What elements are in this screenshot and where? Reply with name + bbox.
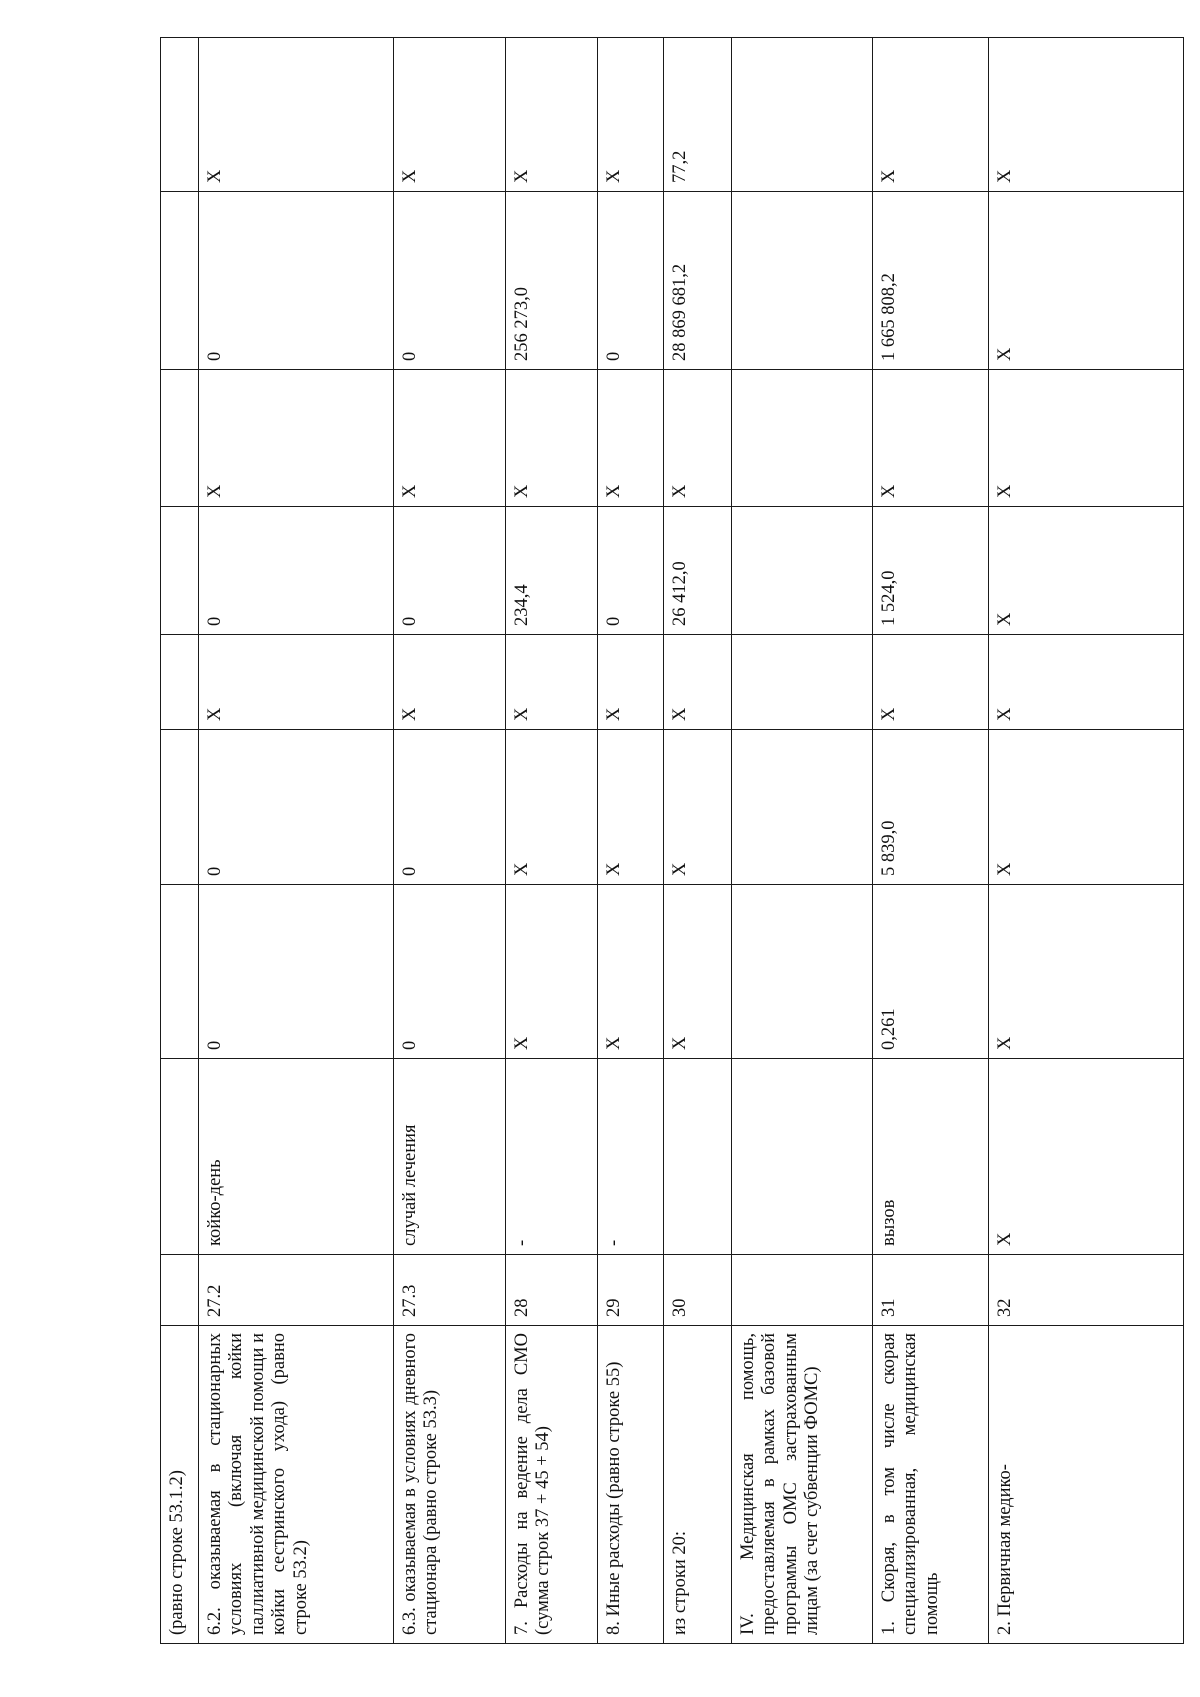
row-name-cell: из строки 20: [664,1326,732,1644]
volume-cell [161,885,199,1059]
row-name-cell: 1. Скорая, в том числе скорая специализированная, медицинская помощь [873,1326,989,1644]
total-cell: 256 273,0 [506,192,598,370]
total-cell: 28 869 681,2 [664,192,732,370]
total-cell: 1 665 808,2 [873,192,989,370]
table-row [161,38,199,1644]
x-cell-2: X [199,370,394,507]
share-cell: 77,2 [664,38,732,192]
total-cell: 0 [394,192,506,370]
table-row [989,38,1184,1644]
unit-cost-cell [732,730,873,885]
x-cell-2: X [506,370,598,507]
unit-cell: X [989,1059,1184,1255]
x-cell-2: X [394,370,506,507]
per-capita-cell: 26 412,0 [664,507,732,635]
row-number-cell: 31 [873,1255,989,1326]
total-cell: X [989,192,1184,370]
unit-cell: вызов [873,1059,989,1255]
volume-cell [732,885,873,1059]
unit-cost-cell: X [598,730,664,885]
row-name-cell: 2. Первичная медико- [989,1326,1184,1644]
volume-cell: X [989,885,1184,1059]
per-capita-cell: 0 [598,507,664,635]
unit-cost-cell: X [989,730,1184,885]
table-row [598,38,664,1644]
unit-cost-cell: 0 [199,730,394,885]
total-cell [732,192,873,370]
financing-table [160,37,1184,1644]
per-capita-cell: 0 [199,507,394,635]
row-number-cell [161,1255,199,1326]
x-cell-2 [732,370,873,507]
table-row [506,38,598,1644]
x-cell-2: X [598,370,664,507]
unit-cell: - [506,1059,598,1255]
x-cell-1: X [506,635,598,730]
unit-cost-cell: X [664,730,732,885]
row-name-cell: 7. Расходы на ведение дела СМО (сумма строк 37 + 45 + 54) [506,1326,598,1644]
row-name-cell: (равно строке 53.1.2) [161,1326,199,1644]
unit-cost-cell: 0 [394,730,506,885]
table-row [199,38,394,1644]
row-number-cell: 30 [664,1255,732,1326]
unit-cost-cell [161,730,199,885]
total-cell [161,192,199,370]
table-row [664,38,732,1644]
volume-cell: 0 [199,885,394,1059]
x-cell-1: X [989,635,1184,730]
per-capita-cell: 0 [394,507,506,635]
share-cell: X [394,38,506,192]
rotated-table-frame [160,38,1183,1644]
x-cell-1: X [199,635,394,730]
unit-cell: - [598,1059,664,1255]
share-cell: X [873,38,989,192]
volume-cell: 0,261 [873,885,989,1059]
x-cell-1 [732,635,873,730]
x-cell-1: X [394,635,506,730]
share-cell [732,38,873,192]
per-capita-cell [732,507,873,635]
unit-cell: случай лечения [394,1059,506,1255]
x-cell-2 [161,370,199,507]
row-name-cell: 8. Иные расходы (равно строке 55) [598,1326,664,1644]
row-name-cell: 6.2. оказываемая в стационарных условиях (включая койки паллиативной медицинской помощи и койки сестринского ухода) (равно строке 53.2) [199,1326,394,1644]
per-capita-cell: 1 524,0 [873,507,989,635]
row-name-cell: 6.3. оказываемая в условиях дневного стационара (равно строке 53.3) [394,1326,506,1644]
unit-cost-cell: 5 839,0 [873,730,989,885]
row-number-cell: 32 [989,1255,1184,1326]
x-cell-2: X [873,370,989,507]
x-cell-1: X [664,635,732,730]
unit-cell [732,1059,873,1255]
row-number-cell: 27.2 [199,1255,394,1326]
per-capita-cell: X [989,507,1184,635]
row-number-cell: 27.3 [394,1255,506,1326]
per-capita-cell: 234,4 [506,507,598,635]
unit-cost-cell: X [506,730,598,885]
share-cell: X [506,38,598,192]
per-capita-cell [161,507,199,635]
x-cell-1: X [598,635,664,730]
share-cell: X [598,38,664,192]
row-number-cell [732,1255,873,1326]
volume-cell: X [598,885,664,1059]
x-cell-2: X [664,370,732,507]
share-cell: X [199,38,394,192]
share-cell: X [989,38,1184,192]
x-cell-1: X [873,635,989,730]
row-name-cell: IV. Медицинская помощь, предоставляемая в рамках базовой программы ОМС застрахованным лицам (за счет субвенции ФОМС) [732,1326,873,1644]
table-row [394,38,506,1644]
unit-cell: койко-день [199,1059,394,1255]
unit-cell [664,1059,732,1255]
row-number-cell: 29 [598,1255,664,1326]
share-cell [161,38,199,192]
total-cell: 0 [199,192,394,370]
x-cell-1 [161,635,199,730]
volume-cell: 0 [394,885,506,1059]
unit-cell [161,1059,199,1255]
x-cell-2: X [989,370,1184,507]
table-row [873,38,989,1644]
volume-cell: X [664,885,732,1059]
volume-cell: X [506,885,598,1059]
table-row [732,38,873,1644]
row-number-cell: 28 [506,1255,598,1326]
total-cell: 0 [598,192,664,370]
